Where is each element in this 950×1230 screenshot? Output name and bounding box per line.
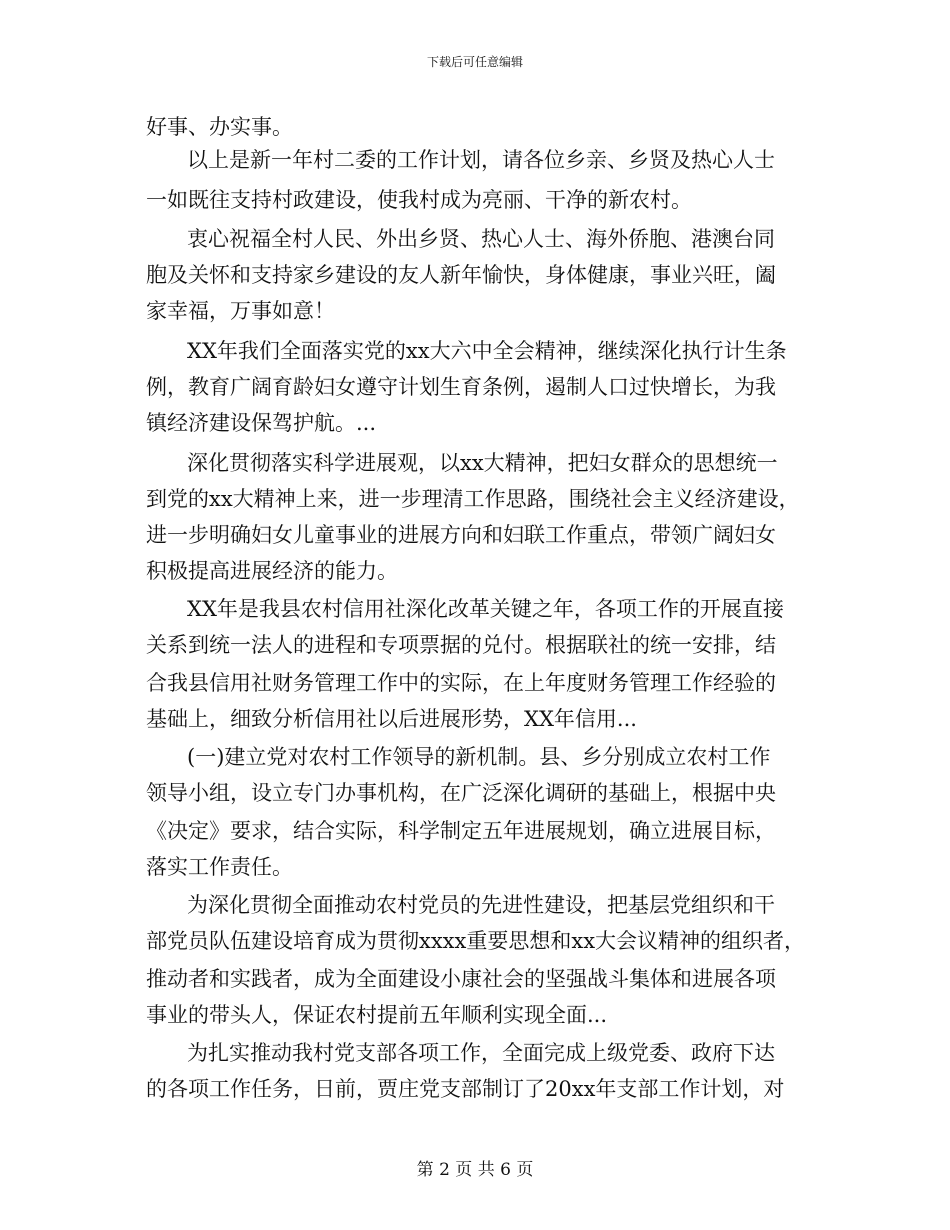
text-line: 衷心祝福全村人民、外出乡贤、热心人士、海外侨胞、港澳台同 [187, 227, 775, 251]
text-line: 进一步明确妇女儿童事业的进展方向和妇联工作重点，带领广阔妇女 [146, 523, 776, 547]
text-line: 以上是新一年村二委的工作计划，请各位乡亲、乡贤及热心人士 [187, 148, 775, 172]
text-line: 为深化贯彻全面推动农村党员的先进性建设，把基层党组织和干 [187, 893, 775, 917]
text-line: 推动者和实践者，成为全面建设小康社会的坚强战斗集体和进展各项 [146, 967, 776, 991]
text-line: 镇经济建设保驾护航。... [146, 411, 377, 435]
page-footer: 第 2 页 共 6 页 [416, 1160, 534, 1180]
text-line: 到党的xx大精神上来，进一步理清工作思路，围绕社会主义经济建设， [146, 487, 800, 511]
text-line: 深化贯彻落实科学进展观，以xx大精神，把妇女群众的思想统一 [187, 451, 778, 475]
text-line: 积极提高进展经济的能力。 [146, 559, 398, 583]
text-line: 合我县信用社财务管理工作中的实际，在上年度财务管理工作经验的 [146, 671, 776, 695]
page-header: 下载后可任意编辑 [426, 55, 523, 69]
text-line: 胞及关怀和支持家乡建设的友人新年愉快，身体健康，事业兴旺，阖 [146, 263, 776, 287]
text-line: XX年是我县农村信用社深化改革关键之年，各项工作的开展直接 [187, 597, 784, 621]
text-line: 为扎实推动我村党支部各项工作，全面完成上级党委、政府下达 [187, 1041, 775, 1065]
text-line: 的各项工作任务，日前，贾庄党支部制订了20xx年支部工作计划，对 [146, 1077, 785, 1101]
text-line: 一如既往支持村政建设，使我村成为亮丽、干净的新农村。 [146, 188, 692, 212]
text-line: 部党员队伍建设培育成为贯彻xxxx重要思想和xx大会议精神的组织者， [146, 929, 806, 953]
text-line: 《决定》要求，结合实际，科学制定五年进展规划，确立进展目标， [146, 819, 776, 843]
text-line: 领导小组，设立专门办事机构，在广泛深化调研的基础上，根据中央 [146, 781, 776, 805]
text-line: 关系到统一法人的进程和专项票据的兑付。根据联社的统一安排，结 [146, 633, 776, 657]
text-line: 好事、办实事。 [146, 115, 293, 139]
text-line: (一)建立党对农村工作领导的新机制。县、乡分别成立农村工作 [187, 745, 771, 769]
text-line: XX年我们全面落实党的xx大六中全会精神，继续深化执行计生条 [187, 339, 787, 363]
text-line: 事业的带头人，保证农村提前五年顺利实现全面... [146, 1003, 608, 1027]
text-line: 例，教育广阔育龄妇女遵守计划生育条例，遏制人口过快增长，为我 [146, 375, 776, 399]
text-line: 落实工作责任。 [146, 855, 293, 879]
text-line: 家幸福，万事如意！ [146, 299, 335, 323]
text-line: 基础上，细致分析信用社以后进展形势，XX年信用... [146, 707, 637, 731]
